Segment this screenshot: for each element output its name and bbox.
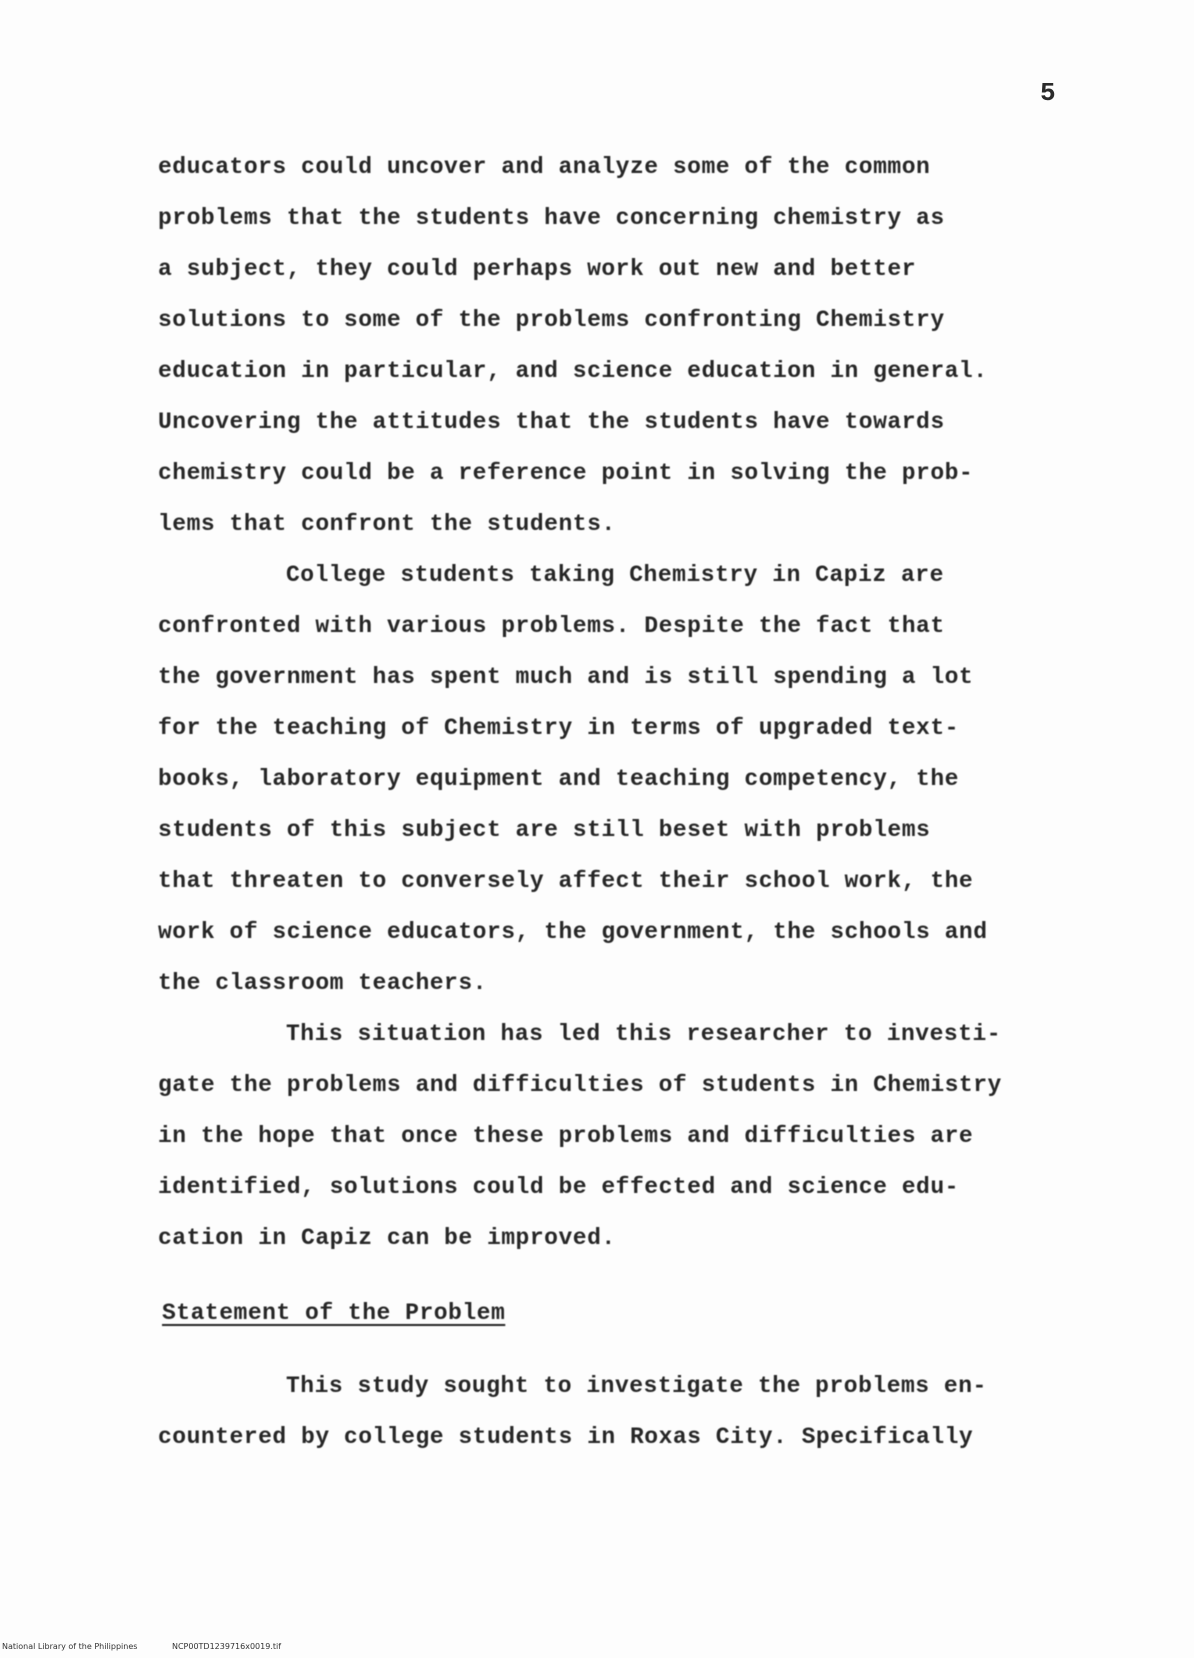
scan-footer [2,1642,313,1651]
text-line: in the hope that once these problems and difficulties are [158,1123,974,1149]
text-line: the classroom teachers. [158,970,487,996]
text-line: students of this subject are still beset with problems [158,817,931,843]
text-line: work of science educators, the government, the schools and [158,919,988,945]
text-line: identified, solutions could be effected and science edu- [158,1174,959,1200]
text-line: the government has spent much and is still spending a lot [158,664,974,690]
text-line: for the teaching of Chemistry in terms of upgraded text- [158,715,959,741]
page-number: 5 [1040,78,1056,108]
text-line: education in particular, and science education in general. [158,358,988,384]
text-line: solutions to some of the problems confronting Chemistry [158,307,945,333]
text-line: Uncovering the attitudes that the students have towards [158,409,945,435]
text-line: educators could uncover and analyze some of the common [158,154,931,180]
text-line: a subject, they could perhaps work out new and better [158,256,917,282]
text-line: College students taking Chemistry in Capiz are [286,562,944,588]
text-line: cation in Capiz can be improved. [158,1225,616,1251]
footer-file-id: NCP00TD1239716x0019.tif [171,1642,282,1651]
text-line: countered by college students in Roxas City. Specifically [158,1424,974,1450]
text-line: confronted with various problems. Despite the fact that [158,613,945,639]
text-line: books, laboratory equipment and teaching competency, the [158,766,959,792]
text-line: lems that confront the students. [158,511,616,537]
text-line: This situation has led this researcher to investi- [286,1021,1002,1047]
text-line: gate the problems and difficulties of students in Chemistry [158,1072,1002,1098]
section-heading: Statement of the Problem [162,1300,506,1326]
text-line: problems that the students have concerning chemistry as [158,205,945,231]
text-line: This study sought to investigate the problems en- [286,1373,987,1399]
text-line: chemistry could be a reference point in solving the prob- [158,460,974,486]
text-line: that threaten to conversely affect their school work, the [158,868,974,894]
footer-library: National Library of the Philippines [2,1642,138,1651]
